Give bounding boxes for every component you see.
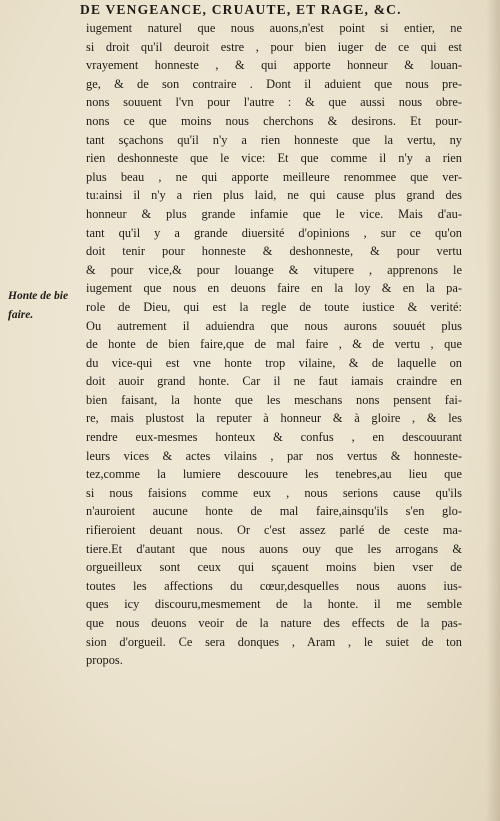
text-line: propos. — [86, 653, 123, 668]
text-line: vrayement honneste , & qui apporte honneur & louan- — [86, 58, 462, 73]
text-line: Ou autrement il aduiendra que nous aurons souuét plus — [86, 318, 462, 333]
text-line: role de Dieu, qui est la regle de toute iustice & verité: — [86, 299, 462, 314]
text-line: bien faisant, la honte que les meschans nons pensent fai- — [86, 392, 462, 407]
text-line: orgueilleux sont ceux qui sçauent moins bien vser de — [86, 560, 462, 575]
text-line: doit tenir pour honneste & deshonneste, & pour vertu — [86, 244, 462, 259]
text-line: sion d'orgueil. Ce sera donques , Aram , le suiet de ton — [86, 634, 462, 649]
text-line: tez,comme la lumiere descouure les tenebres,au lieu que — [86, 467, 462, 482]
text-line: tant qu'il y a grande diuersité d'opinions , sur ce qu'on — [86, 225, 462, 240]
text-line: nons ce que moins nous cherchons & desirons. Et pour- — [86, 113, 462, 128]
text-line: n'auroient aucune honte de mal faire,ainsqu'ils s'en glo- — [86, 504, 462, 519]
margin-note-line: Honte de bie — [8, 290, 69, 302]
text-line: iugement naturel que nous auons,n'est point si entier, ne — [86, 21, 462, 35]
text-line: & pour vice,& pour louange & vitupere , apprenons le — [86, 262, 462, 277]
text-line: honneur & plus grande infamie que le vice. Mais d'au- — [86, 206, 462, 221]
margin-note-line: faire. — [8, 308, 34, 321]
text-line: de honte de bien faire,que de mal faire , & de vertu , que — [86, 337, 462, 352]
text-line: leurs vices & actes vilains , par nos vertus & honneste- — [86, 448, 462, 463]
running-head: DE VENGEANCE, CRUAUTE, ET RAGE, &C. — [80, 2, 402, 17]
text-line: si nous faisions comme eux , nous serions cause qu'ils — [86, 485, 462, 500]
text-line: que nous deuons veoir de la nature des effects de la pas- — [86, 616, 462, 630]
text-line: toutes les affections du cœur,desquelles nous auons ius- — [86, 578, 462, 593]
text-line: plus beau , ne qui apporte meilleure renommee que ver- — [86, 169, 462, 184]
text-line: si droit qu'il deuroit estre , pour bien iuger de ce qui est — [86, 39, 462, 54]
text-line: tiere.Et d'autant que nous auons ouy que les arrogans & — [86, 541, 462, 556]
text-line: du vice-qui est vne honte trop vilaine, & de laquelle on — [86, 355, 462, 370]
text-line: doit auoir grand honte. Car il ne faut iamais craindre en — [86, 374, 462, 389]
text-line: ques icy discouru,mesmement de la honte. il me semble — [86, 597, 462, 612]
text-line: rendre eux-mesmes honteux & confus , en descouurant — [86, 430, 462, 445]
text-line: rifieroient deuant nous. Or c'est assez parlé de ceste ma- — [86, 523, 462, 538]
text-line: tu:ainsi il n'y a rien plus laid, ne qui cause plus grand des — [86, 188, 462, 203]
text-line: rien deshonneste que le vice: Et que comme il n'y a rien — [86, 151, 462, 166]
text-line: tant sçachons qu'il n'y a rien honneste que la vertu, ny — [86, 132, 462, 147]
text-line: ge, & de son contraire . Dont il aduient que nous pre- — [86, 76, 462, 91]
body-text — [86, 19, 462, 670]
text-line: iugement que nous en deuons faire en la loy & en la pa- — [86, 281, 462, 296]
page-gutter-shadow — [486, 0, 500, 821]
text-line: nons souuent l'vn pour l'autre : & que aussi nous obre- — [86, 95, 462, 110]
margin-note — [8, 287, 80, 324]
text-line: re, mais plustost la reputer à honneur & à gloire , & les — [86, 411, 462, 426]
